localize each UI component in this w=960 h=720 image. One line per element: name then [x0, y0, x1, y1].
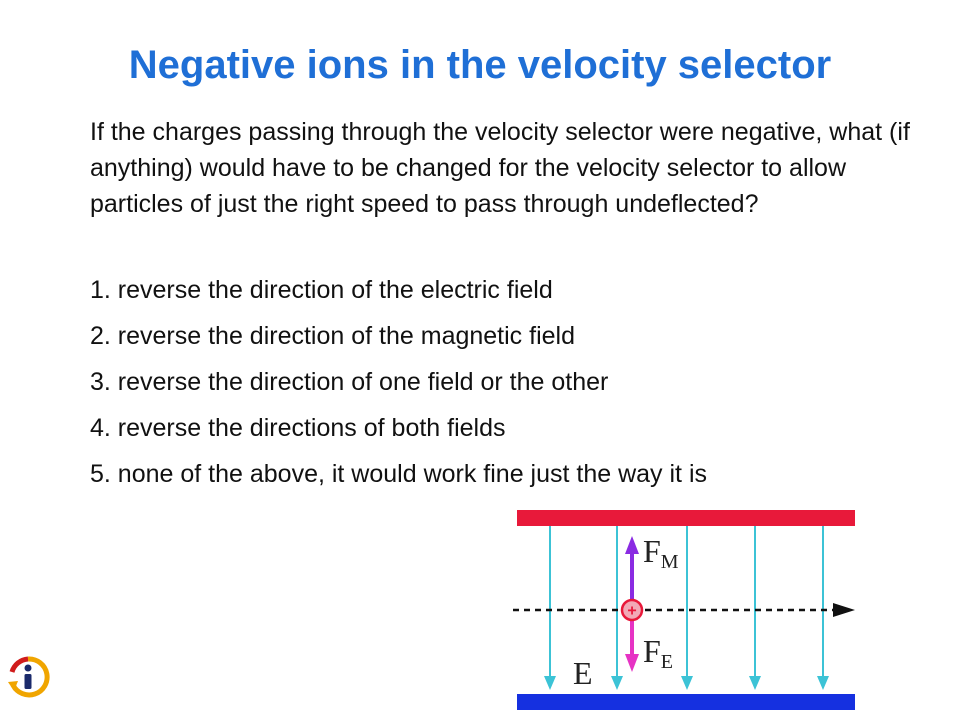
electric-force-label: FE — [643, 633, 674, 673]
field-line-arrowhead — [817, 676, 829, 690]
electric-force-arrow — [625, 620, 639, 672]
magnetic-force-label: FM — [643, 533, 679, 573]
option-1: 1. reverse the direction of the electric field — [90, 276, 553, 304]
magnetic-force-arrow — [625, 536, 639, 600]
option-4: 4. reverse the directions of both fields — [90, 414, 506, 442]
field-line-arrowhead — [749, 676, 761, 690]
top-plate — [517, 510, 855, 526]
question-text: If the charges passing through the velocity selector were negative, what (if anything) would have to be changed for the velocity selector to allow particles of just the right speed to pass through undeflected? — [90, 118, 910, 218]
bottom-plate — [517, 694, 855, 710]
option-3: 3. reverse the direction of one field or the other — [90, 368, 609, 396]
answer-options — [90, 272, 930, 502]
particle-path — [513, 603, 855, 617]
charge-particle — [622, 600, 642, 620]
field-label: E — [573, 655, 593, 691]
velocity-selector-diagram — [505, 500, 865, 720]
option-2: 2. reverse the direction of the magnetic field — [90, 322, 575, 350]
slide-title: Negative ions in the velocity selector — [128, 43, 832, 87]
path-arrowhead — [833, 603, 855, 617]
field-line-arrowhead — [611, 676, 623, 690]
field-line-arrowhead — [681, 676, 693, 690]
info-cycle-logo-icon — [6, 655, 50, 699]
field-line-arrowhead — [544, 676, 556, 690]
option-5: 5. none of the above, it would work fine just the way it is — [90, 460, 708, 488]
charge-symbol: + — [627, 602, 637, 620]
